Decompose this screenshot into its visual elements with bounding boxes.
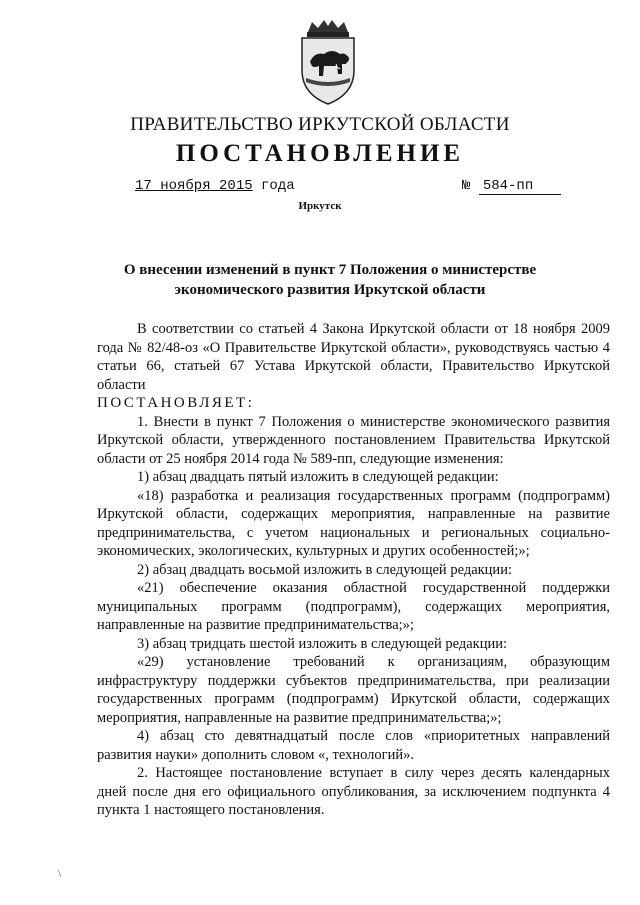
document-body: [97, 320, 610, 820]
scan-mark: \: [58, 868, 62, 880]
document-type: ПОСТАНОВЛЕНИЕ: [175, 140, 465, 167]
number-value: 584-пп: [479, 178, 561, 195]
paragraph-item-1: 1. Внести в пункт 7 Положения о министерстве экономического развития Иркутской области, утвержденного постановлением Правительства Иркутской области от 25 ноября 2014 года № 589-пп, следующие изменения:: [97, 413, 610, 467]
number-prefix: №: [462, 178, 471, 194]
paragraph-quote-21: «21) обеспечение оказания областной государственной поддержки муниципальных программ (подпрограмм), содержащих мероприятия, направленные на развитие предпринимательства;»;: [97, 580, 610, 633]
paragraph-subitem-1: 1) абзац двадцать пятый изложить в следующей редакции:: [137, 469, 499, 485]
decree-number: [462, 178, 561, 195]
paragraph-resolves: ПОСТАНОВЛЯЕТ:: [97, 395, 255, 411]
paragraph-subitem-2: 2) абзац двадцать восьмой изложить в следующей редакции:: [137, 561, 512, 578]
paragraph-quote-29: «29) установление требований к организациям, образующим инфраструктуру поддержки субъектов предпринимательства, при реализации государственных программ (подпрограмм) Иркутской области, содержащих мероприятия, направленные на развитие предпринимательства;»;: [97, 654, 610, 726]
paragraph-quote-18: «18) разработка и реализация государственных программ (подпрограмм) Иркутской области, содержащих мероприятия, направленные на развитие предпринимательства, с учетом национальных и региональных социально-экономических, экологических, культурных и других особенностей;»;: [97, 487, 610, 559]
paragraph-subitem-4: 4) абзац сто девятнадцатый после слов «приоритетных направлений развития науки» дополнить словом «, технологий».: [97, 728, 610, 763]
paragraph-preamble: В соответствии со статьей 4 Закона Иркутской области от 18 ноября 2009 года № 82/48-оз «О Правительстве Иркутской области», руководствуясь частью 4 статьи 66, статьей 67 Устава Иркутской области, Правительство Иркутской области: [97, 321, 610, 393]
paragraph-item-2: 2. Настоящее постановление вступает в силу через десять календарных дней после дня его официального опубликования, за исключением подпункта 4 пункта 1 настоящего постановления.: [97, 765, 610, 818]
city-name: Иркутск: [298, 200, 342, 212]
document-title: О внесении изменений в пункт 7 Положения о министерстве экономического развития Иркутской области: [123, 262, 537, 298]
paragraph-subitem-3: 3) абзац тридцать шестой изложить в следующей редакции:: [137, 635, 507, 652]
coat-of-arms-icon: [288, 18, 368, 108]
date-value: 17 ноября 2015: [135, 178, 253, 194]
date-suffix: года: [261, 178, 295, 194]
government-title: ПРАВИТЕЛЬСТВО ИРКУТСКОЙ ОБЛАСТИ: [130, 114, 510, 135]
decree-date: [135, 178, 295, 194]
